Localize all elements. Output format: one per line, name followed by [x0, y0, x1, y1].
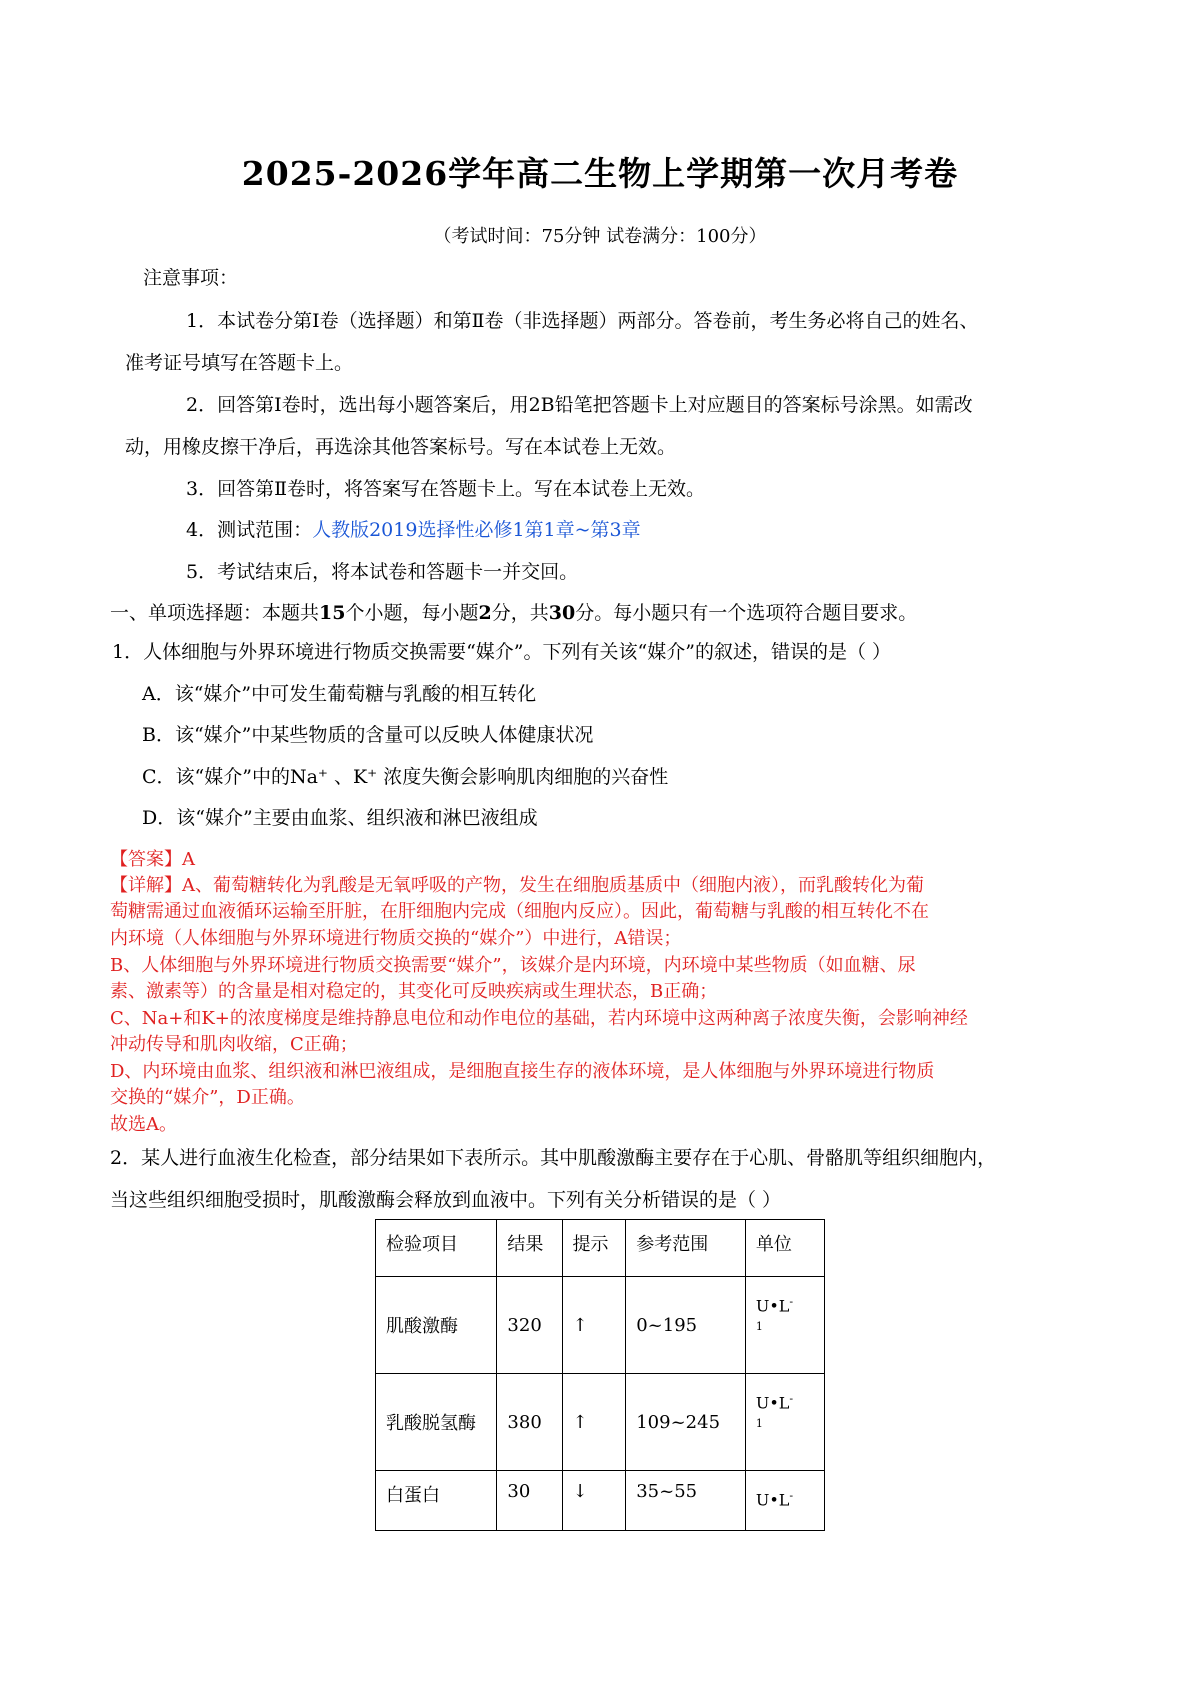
row1-range: 0~195: [626, 1277, 746, 1374]
table-header-row: [376, 1220, 825, 1277]
row3-flag-down-arrow-icon: ↓: [562, 1471, 626, 1531]
row1-unit: [745, 1277, 824, 1374]
notice-item-3: 3．回答第Ⅱ卷时，将答案写在答题卡上。写在本试卷上无效。: [186, 478, 706, 500]
row2-unit-sup: -: [789, 1392, 794, 1405]
notice-item-2-line2: 动，用橡皮擦干净后，再选涂其他答案标号。写在本试卷上无效。: [125, 436, 677, 458]
row3-unit-sup: -: [789, 1489, 794, 1502]
q1-explanation-8: D、内环境由血浆、组织液和淋巴液组成，是细胞直接生存的液体环境，是人体细胞与外界环境进行物质: [110, 1061, 935, 1082]
q1-answer: 【答案】A: [110, 849, 195, 870]
points-each: 2: [478, 602, 492, 624]
row2-result: 380: [497, 1374, 562, 1471]
notice-item-4: [186, 515, 641, 542]
row2-range: 109~245: [626, 1374, 746, 1471]
row3-unit-text: U•L: [755, 1490, 790, 1510]
section-heading-b: 个小题，每小题: [345, 602, 479, 624]
test-scope: 人教版2019选择性必修1第1章~第3章: [312, 519, 641, 541]
row3-item: 白蛋白: [376, 1471, 497, 1531]
q1-explanation-4: B、人体细胞与外界环境进行物质交换需要“媒介”，该媒介是内环境，内环境中某些物质（如血糖、尿: [110, 955, 916, 976]
row3-unit: [745, 1471, 824, 1531]
row2-unit: [745, 1374, 824, 1471]
q2-stem-line1: 2．某人进行血液生化检查，部分结果如下表所示。其中肌酸激酶主要存在于心肌、骨骼肌等组织细胞内，: [110, 1147, 997, 1169]
q1-stem: 1．人体细胞与外界环境进行物质交换需要“媒介”。下列有关该“媒介”的叙述，错误的是（ ）: [112, 641, 891, 663]
section-heading: [110, 598, 917, 625]
row3-range: 35~55: [626, 1471, 746, 1531]
row1-item: 肌酸激酶: [376, 1277, 497, 1374]
q1-explanation-7: 冲动传导和肌肉收缩，C正确；: [110, 1034, 358, 1055]
blood-test-table: [375, 1219, 825, 1531]
notice-heading: 注意事项：: [143, 267, 239, 289]
q1-option-d: D．该“媒介”主要由血浆、组织液和淋巴液组成: [142, 807, 538, 829]
row1-unit-text: U•L: [755, 1296, 790, 1316]
row1-unit-exp: 1: [755, 1320, 763, 1334]
header-result: 结果: [497, 1220, 562, 1277]
q1-explanation-6: C、Na+和K+的浓度梯度是维持静息电位和动作电位的基础，若内环境中这两种离子浓度失衡，会影响神经: [110, 1008, 968, 1029]
notice-item-1-line1: 1．本试卷分第Ⅰ卷（选择题）和第Ⅱ卷（非选择题）两部分。答卷前，考生务必将自己的姓名、: [186, 310, 979, 332]
notice-item-1-line2: 准考证号填写在答题卡上。: [125, 352, 354, 374]
q1-conclusion: 故选A。: [110, 1114, 177, 1135]
header-item: 检验项目: [376, 1220, 497, 1277]
q2-stem-line2: 当这些组织细胞受损时，肌酸激酶会释放到血液中。下列有关分析错误的是（ ）: [110, 1189, 782, 1211]
table-row: [376, 1277, 825, 1374]
row3-result: 30: [497, 1471, 562, 1531]
header-range: 参考范围: [626, 1220, 746, 1277]
row2-unit-text: U•L: [755, 1393, 790, 1413]
points-total: 30: [548, 602, 576, 624]
exam-title: 2025-2026学年高二生物上学期第一次月考卷: [241, 154, 959, 193]
q1-explanation-3: 内环境（人体细胞与外界环境进行物质交换的“媒介”）中进行，A错误；: [110, 928, 682, 949]
section-heading-d: 分。每小题只有一个选项符合题目要求。: [575, 602, 918, 624]
row1-result: 320: [497, 1277, 562, 1374]
row1-unit-sup: -: [789, 1295, 794, 1308]
q1-option-a: A．该“媒介”中可发生葡萄糖与乳酸的相互转化: [142, 683, 537, 705]
q1-explanation-1: 【详解】A、葡萄糖转化为乳酸是无氧呼吸的产物，发生在细胞质基质中（细胞内液），而乳酸转化为葡: [110, 875, 924, 896]
q1-option-c: C．该“媒介”中的Na⁺ 、K⁺ 浓度失衡会影响肌肉细胞的兴奋性: [142, 766, 669, 788]
q1-option-b: B．该“媒介”中某些物质的含量可以反映人体健康状况: [142, 724, 594, 746]
exam-subtitle: （考试时间：75分钟 试卷满分：100分）: [433, 226, 767, 247]
notice-item-5: 5．考试结束后，将本试卷和答题卡一并交回。: [186, 561, 579, 583]
q1-explanation-5: 素、激素等）的含量是相对稳定的，其变化可反映疾病或生理状态，B正确；: [110, 981, 718, 1002]
question-count: 15: [319, 602, 346, 624]
table-row: [376, 1374, 825, 1471]
header-flag: 提示: [562, 1220, 626, 1277]
row2-flag-up-arrow-icon: ↑: [562, 1374, 626, 1471]
row2-unit-exp: 1: [755, 1417, 763, 1431]
section-heading-a: 一、单项选择题：本题共: [110, 602, 320, 624]
q1-explanation-9: 交换的“媒介”，D正确。: [110, 1087, 305, 1108]
q1-explanation-2: 萄糖需通过血液循环运输至肝脏，在肝细胞内完成（细胞内反应）。因此，葡萄糖与乳酸的相互转化不在: [110, 901, 929, 922]
notice-item-4-prefix: 4．测试范围：: [186, 519, 313, 541]
row1-flag-up-arrow-icon: ↑: [562, 1277, 626, 1374]
header-unit: 单位: [745, 1220, 824, 1277]
table-row: [376, 1471, 825, 1531]
row2-item: 乳酸脱氢酶: [376, 1374, 497, 1471]
section-heading-c: 分，共: [491, 602, 549, 624]
notice-item-2-line1: 2．回答第Ⅰ卷时，选出每小题答案后，用2B铅笔把答题卡上对应题目的答案标号涂黑。如需改: [186, 394, 973, 416]
